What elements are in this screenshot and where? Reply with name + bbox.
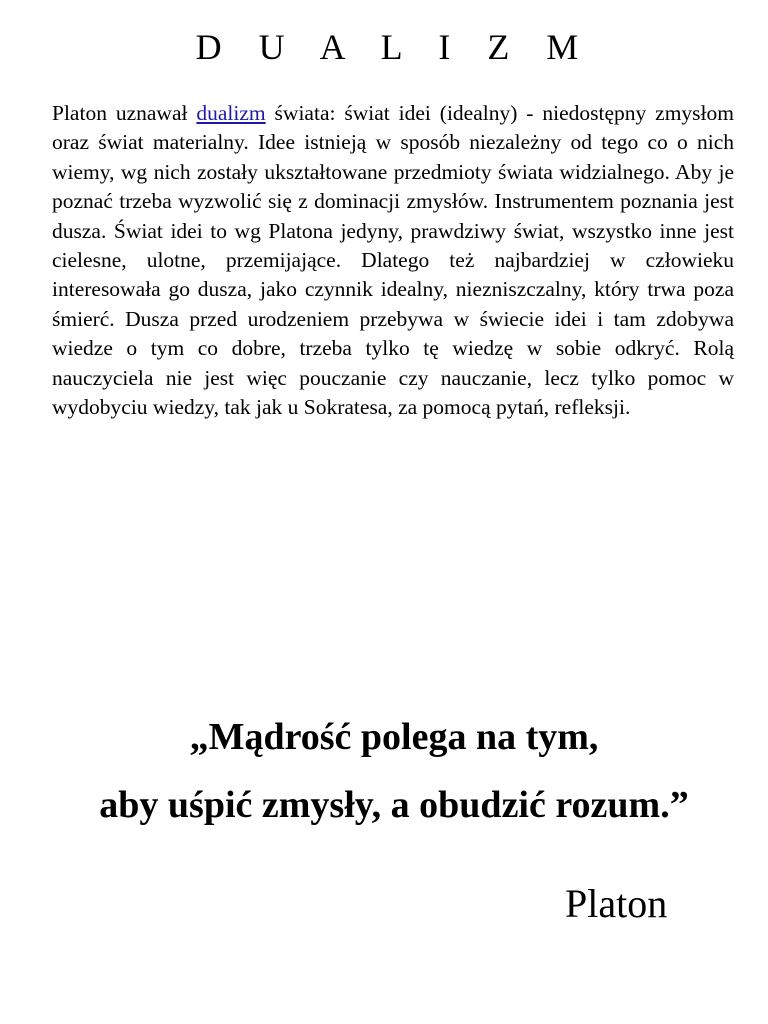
quote: [30, 703, 758, 839]
paragraph-text-after-link: świata: świat idei (idealny) - niedostępny zmysłom oraz świat materialny. Idee istnieją w sposób niezależny od tego co o nich wiemy, wg nich zostały ukształtowane przedmioty świata widzialnego. Aby je poznać trzeba wyzwolić się z dominacji zmysłów. Instrumentem poznania jest dusza. Świat idei to wg Platona jedyny, prawdziwy świat, wszystko inne jest cielesne, ulotne, przemijające. Dlatego też najbardziej w człowieku interesowała go dusza, jako czynnik idealny, niezniszczalny, który trwa poza śmierć. Dusza przed urodzeniem przebywa w świecie idei i tam zdobywa wiedze o tym co dobre, trzeba tylko tę wiedzę w sobie odkryć. Rolą nauczyciela nie jest więc pouczanie czy nauczanie, lecz tylko pomoc w wydobyciu wiedzy, tak jak u Sokratesa, za pomocą pytań, refleksji.: [52, 101, 734, 420]
page-title: D U A L I Z M: [195, 27, 593, 67]
quote-author: Platon: [565, 881, 668, 926]
paragraph-text-before-link: Platon uznawał: [52, 101, 197, 125]
quote-line-2: aby uśpić zmysły, a obudzić rozum.”: [99, 784, 689, 826]
body-paragraph: [52, 99, 734, 422]
quote-line-1: „Mądrość polega na tym,: [189, 716, 599, 758]
dualizm-link[interactable]: dualizm: [196, 101, 266, 125]
